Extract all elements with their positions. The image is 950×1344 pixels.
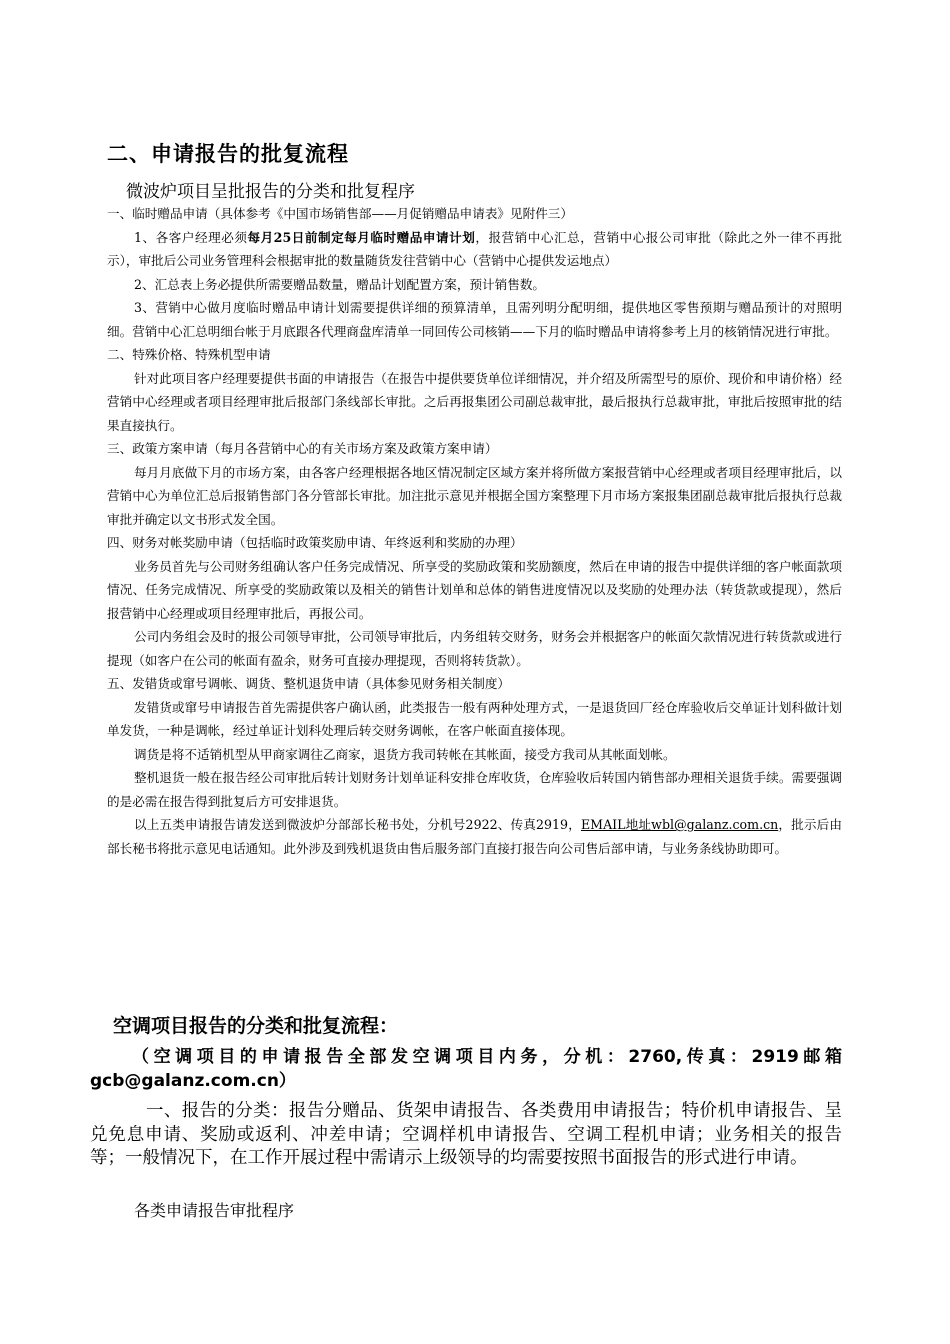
- s3-heading: 三、政策方案申请（每月各营销中心的有关市场方案及政策方案申请）: [107, 441, 498, 456]
- aircon-subtitle: [90, 1045, 842, 1093]
- s1-p1-bold: 每月25日前制定每月临时赠品申请计划: [247, 229, 476, 245]
- s5-paragraph-3: 整机退货一般在报告经公司审批后转计划财务计划单证科安排仓库收货，仓库验收后转国内销售部办理相关退货手续。需要强调的是必需在报告得到批复后方可安排退货。: [107, 770, 842, 809]
- email-link[interactable]: EMAIL地址wbl@galanz.com.cn: [580, 817, 779, 832]
- s1-paragraph-2: 2、汇总表上务必提供所需要赠品数量，赠品计划配置方案，预计销售数。: [134, 276, 546, 292]
- aircon-paragraph-1: 一、报告的分类：报告分赠品、货架申请报告、各类费用申请报告；特价机申请报告、呈兑免息申请、奖励或返利、冲差申请；空调样机申请报告、空调工程机申请；业务相关的报告等；一般情况下，在工作开展过程中需请示上级领导的均需要按照书面报告的形式进行申请。: [90, 1101, 842, 1168]
- s3-paragraph-1: 每月月底做下月的市场方案，由各客户经理根据各地区情况制定区域方案并将所做方案报营销中心经理或者项目经理审批后，以营销中心为单位汇总后报销售部门各分管部长审批。加注批示意见并根据全国方案整理下月市场方案报集团副总裁审批后报执行总裁审批并确定以文书形式发全国。: [107, 464, 842, 527]
- s1-p1-pre: 1、各客户经理必须: [134, 229, 248, 245]
- s1-heading: 一、临时赠品申请（具体参考《中国市场销售部——月促销赠品申请表》见附件三）: [107, 206, 573, 221]
- aircon-subtitle-text: （空调项目的申请报告全部发空调项目内务，分机：2760,传真：2919邮箱gcb@galanz.com.cn）: [90, 1047, 842, 1091]
- s4-heading: 四、财务对帐奖励申请（包括临时政策奖励申请、年终返利和奖励的办理）: [107, 535, 523, 550]
- section-title: 二、申请报告的批复流程: [107, 142, 349, 166]
- aircon-body: [90, 1100, 842, 1171]
- s5-heading: 五、发错货或窜号调帐、调货、整机退货申请（具体参见财务相关制度）: [107, 676, 510, 691]
- s5-paragraph-4: [107, 813, 842, 860]
- s5-p4-post: ，批示后由部长秘书将批示意见电话通知。此外涉及到残机退货由售后服务部门直接打报告向公司售后部申请，与业务条线协助即可。: [107, 817, 842, 856]
- s1-paragraph-1: [107, 226, 842, 273]
- s1-p1-post: ，报营销中心汇总，营销中心报公司审批（除此之外一律不再批示），审批后公司业务管理科会根据审批的数量随货发往营销中心（营销中心提供发运地点）: [107, 229, 843, 268]
- s5-paragraph-2: 调货是将不适销机型从甲商家调往乙商家，退货方我司转帐在其帐面，接受方我司从其帐面划帐。: [134, 746, 676, 762]
- s1-paragraph-3: 3、营销中心做月度临时赠品申请计划需要提供详细的预算清单，且需列明分配明细，提供地区零售预期与赠品预计的对照明细。营销中心汇总明细台帐于月底跟各代理商盘库清单一同回传公司核销——下月的临时赠品申请将参考上月的核销情况进行审批。: [107, 300, 842, 339]
- s5-p4-pre: 以上五类申请报告请发送到微波炉分部部长秘书处，分机号2922、传真2919，: [134, 817, 581, 832]
- microwave-body: [107, 202, 842, 860]
- s4-paragraph-2: 公司内务组会及时的报公司领导审批，公司领导审批后，内务组转交财务，财务会并根据客户的帐面欠款情况进行转货款或进行提现（如客户在公司的帐面有盈余，财务可直接办理提现，否则将转货款）。: [107, 629, 842, 668]
- aircon-procedure-heading: 各类申请报告审批程序: [134, 1201, 295, 1220]
- s4-paragraph-1: 业务员首先与公司财务组确认客户任务完成情况、所享受的奖励政策和奖励额度，然后在申请的报告中提供详细的客户帐面款项情况、任务完成情况、所享受的奖励政策以及相关的销售计划单和总体的销售进度情况以及奖励的处理办法（转货款或提现），然后报营销中心经理或项目经理审批后，再报公司。: [107, 558, 842, 621]
- microwave-title: 微波炉项目呈批报告的分类和批复程序: [126, 182, 415, 202]
- s2-heading: 二、特殊价格、特殊机型申请: [107, 347, 271, 362]
- aircon-title: 空调项目报告的分类和批复流程：: [113, 1015, 399, 1037]
- s2-paragraph-1: 针对此项目客户经理要提供书面的申请报告（在报告中提供要货单位详细情况，并介绍及所需型号的原价、现价和申请价格）经营销中心经理或者项目经理审批后报部门条线部长审批。之后再报集团公司副总裁审批，最后报执行总裁审批，审批后按照审批的结果直接执行。: [107, 370, 842, 433]
- s5-paragraph-1: 发错货或窜号申请报告首先需提供客户确认函，此类报告一般有两种处理方式，一是退货回厂经仓库验收后交单证计划科做计划单发货，一种是调帐，经过单证计划科处理后转交财务调帐，在客户帐面直接体现。: [107, 699, 842, 738]
